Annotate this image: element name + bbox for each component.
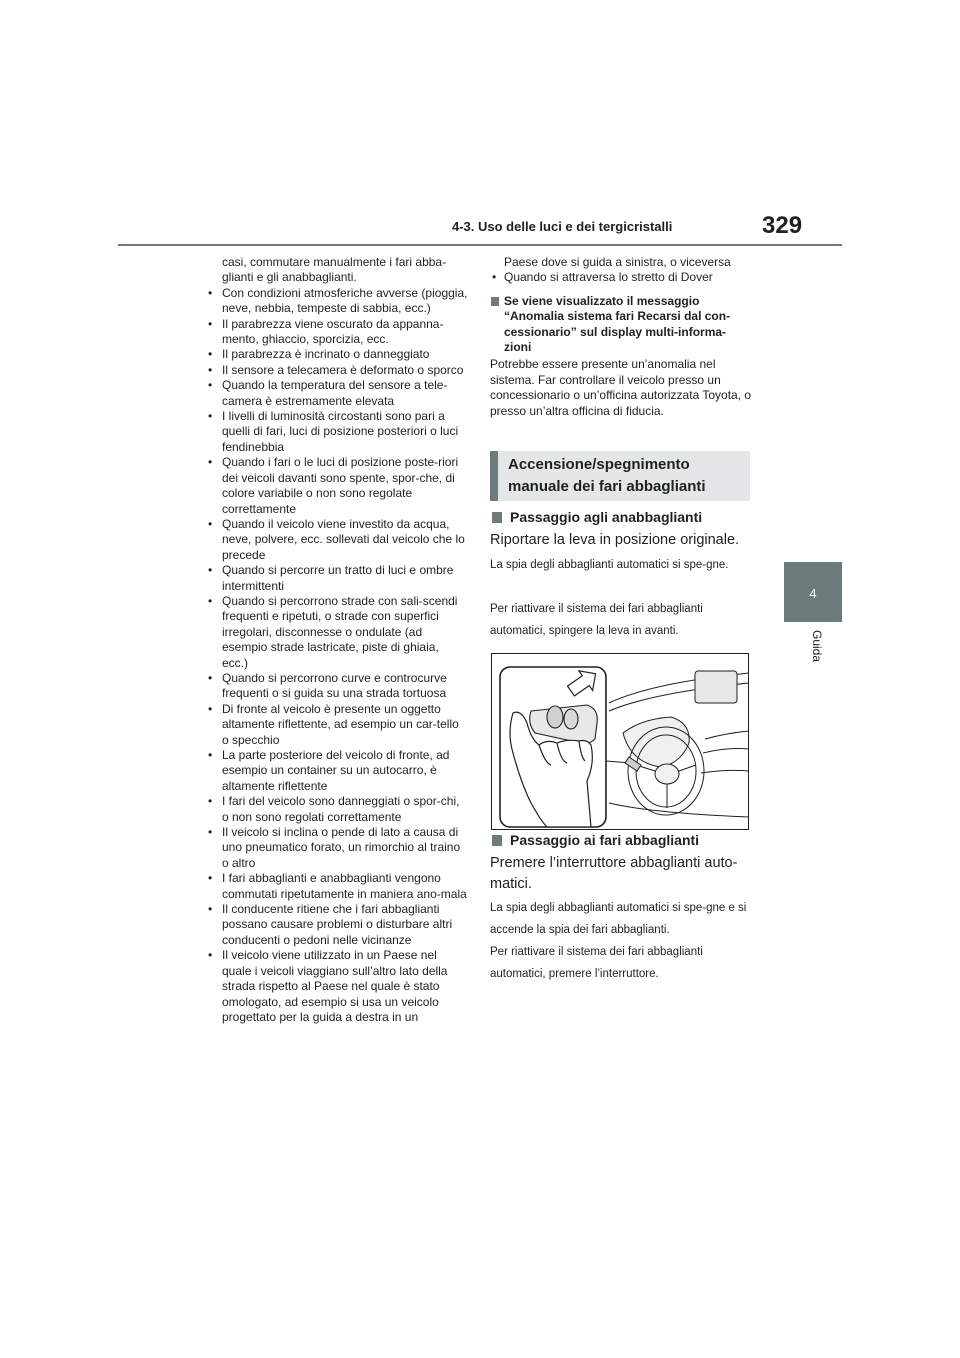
instruction-high-beam: Premere l’interruttore abbaglianti auto-matici. xyxy=(490,855,738,892)
list-item: • Quando si attraversa lo stretto di Dover xyxy=(490,270,752,285)
lever-illustration xyxy=(491,653,749,830)
subheading-low-beam: Passaggio agli anabbaglianti xyxy=(490,509,702,525)
list-item: • I fari del veicolo sono danneggiati o spor-chi, o non sono regolati correttamente xyxy=(200,794,468,825)
list-item: • Quando si percorrono strade con sali-scendi frequenti e ripetuti, o strade con superfici irregolari, disconnesse o ondulate (ad esempio strade lastricate, piste di ghiaia, ecc.) xyxy=(200,594,468,671)
list-item: • Il veicolo si inclina o pende di lato a causa di uno pneumatico forato, un rimorchio al traino o altro xyxy=(200,825,468,871)
list-item: • Quando il veicolo viene investito da acqua, neve, polvere, ecc. sollevati dal veicolo che lo precede xyxy=(200,517,468,563)
list-item: • Di fronte al veicolo è presente un oggetto altamente riflettente, ad esempio un car-tello o specchio xyxy=(200,702,468,748)
notice-heading: Se viene visualizzato il messaggio “Anomalia sistema fari Recarsi dal con-cessionario” sul display multi-informa-zioni xyxy=(490,294,752,356)
left-column xyxy=(200,255,468,1025)
continuation-text: Paese dove si guida a sinistra, o viceversa xyxy=(504,255,731,269)
list-item: • Quando si percorrono curve e controcurve frequenti o si guida su una strada tortuosa xyxy=(200,671,468,702)
chapter-label: Guida xyxy=(810,630,824,663)
list-item: • La parte posteriore del veicolo di fronte, ad esempio un container su un autocarro, è altamente riflettente xyxy=(200,748,468,794)
body-high-beam-1: La spia degli abbaglianti automatici si spe-gne e si accende la spia dei fari abbaglianti. xyxy=(490,902,747,936)
body-low-beam-2: Per riattivare il sistema dei fari abbaglianti automatici, spingere la leva in avanti. xyxy=(490,603,703,637)
right-column-top xyxy=(490,255,752,419)
list-item: • Quando si percorre un tratto di luci e ombre intermittenti xyxy=(200,563,468,594)
chapter-number: 4 xyxy=(809,586,817,601)
chapter-label-wrap xyxy=(808,612,826,682)
list-item: • Il parabrezza è incrinato o danneggiato xyxy=(200,347,468,362)
list-item: • I fari abbaglianti e anabbaglianti vengono commutati ripetutamente in maniera ano-mala xyxy=(200,871,468,902)
subheading-high-beam: Passaggio ai fari abbaglianti xyxy=(490,832,699,848)
section-heading-line2: manuale dei fari abbaglianti xyxy=(508,478,706,495)
page-number: 329 xyxy=(762,212,803,239)
list-item: • I livelli di luminosità circostanti sono pari a quelli di fari, luci di posizione posteriori o luci fendinebbia xyxy=(200,409,468,455)
body-low-beam-1: La spia degli abbaglianti automatici si spe-gne. xyxy=(490,559,729,571)
list-item: • Il conducente ritiene che i fari abbaglianti possano causare problemi o disturbare altri conducenti o pedoni nelle vicinanze xyxy=(200,902,468,948)
list-item: • Il veicolo viene utilizzato in un Paese nel quale i veicoli viaggiano sull’altro lato della strada rispetto al Paese nel quale è stato omologato, ad esempio si usa un veicolo progettato per la guida a destra in un xyxy=(200,948,468,1025)
body-high-beam-2: Per riattivare il sistema dei fari abbaglianti automatici, premere l’interruttore. xyxy=(490,946,703,980)
section-heading-line1: Accensione/spegnimento xyxy=(508,456,690,473)
list-item: • Quando la temperatura del sensore a tele-camera è estremamente elevata xyxy=(200,378,468,409)
list-item: • Con condizioni atmosferiche avverse (pioggia, neve, nebbia, tempeste di sabbia, ecc.) xyxy=(200,286,468,317)
notice-body: Potrebbe essere presente un’anomalia nel sistema. Far controllare il veicolo presso un concessionario o un’officina autorizzata Toyota, o presso un’altra officina di fiducia. xyxy=(490,357,752,418)
instruction-low-beam: Riportare la leva in posizione originale. xyxy=(490,532,740,548)
list-item: • Il parabrezza viene oscurato da appanna-mento, ghiaccio, sporcizia, ecc. xyxy=(200,317,468,348)
section-title: 4-3. Uso delle luci e dei tergicristalli xyxy=(452,219,673,234)
list-item: • Quando i fari o le luci di posizione poste-riori dei veicoli davanti sono spente, spor-che, di colore variabile o non sono regolate correttamente xyxy=(200,455,468,517)
intro-continuation: casi, commutare manualmente i fari abba- glianti e gli anabbaglianti. xyxy=(222,255,447,285)
section-heading-box xyxy=(490,451,750,501)
header-rule xyxy=(118,244,842,246)
list-item: • Il sensore a telecamera è deformato o sporco xyxy=(200,363,468,378)
